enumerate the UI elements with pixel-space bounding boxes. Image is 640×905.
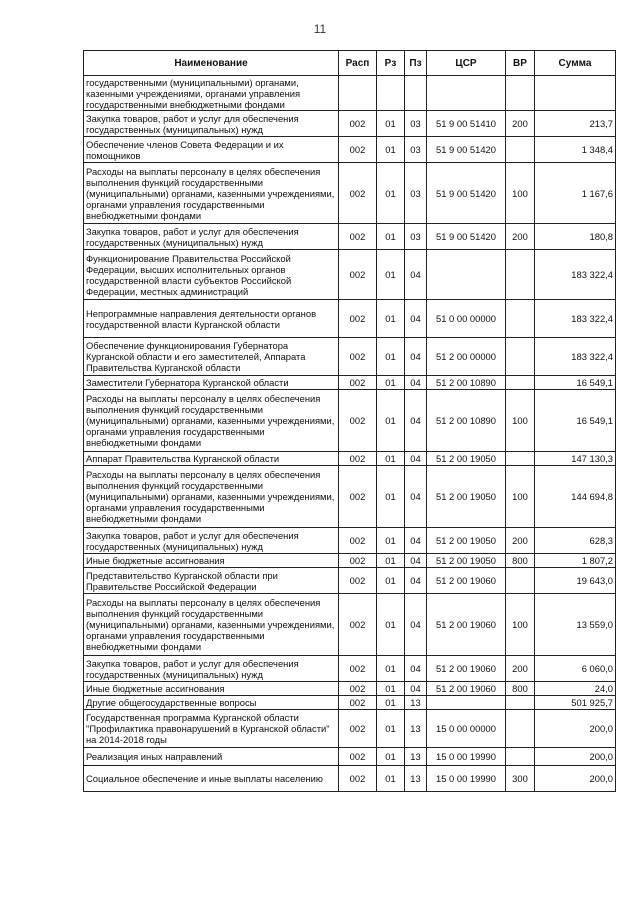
cell-pz: 04 <box>405 466 427 528</box>
table-row <box>84 390 616 452</box>
cell-sum: 16 549,1 <box>535 376 616 390</box>
cell-rasp: 002 <box>339 594 377 656</box>
page-number: 11 <box>313 22 327 36</box>
cell-name: Закупка товаров, работ и услуг для обеспечения государственных (муниципальных) нужд <box>84 224 339 250</box>
table-row <box>84 300 616 338</box>
cell-vr: 200 <box>506 528 535 554</box>
cell-rasp: 002 <box>339 224 377 250</box>
cell-rz: 01 <box>377 250 405 300</box>
cell-rz: 01 <box>377 300 405 338</box>
cell-sum: 16 549,1 <box>535 390 616 452</box>
cell-rz: 01 <box>377 656 405 682</box>
cell-pz: 03 <box>405 163 427 224</box>
cell-rasp: 002 <box>339 300 377 338</box>
cell-vr: 200 <box>506 656 535 682</box>
cell-pz: 03 <box>405 111 427 137</box>
cell-rasp: 002 <box>339 452 377 466</box>
cell-csr: 51 2 00 19050 <box>427 554 506 568</box>
cell-name: Закупка товаров, работ и услуг для обеспечения государственных (муниципальных) нужд <box>84 528 339 554</box>
table-row <box>84 250 616 300</box>
cell-vr: 100 <box>506 594 535 656</box>
cell-name: Реализация иных направлений <box>84 748 339 766</box>
header-sum: Сумма <box>535 51 616 76</box>
cell-rz: 01 <box>377 137 405 163</box>
cell-vr <box>506 137 535 163</box>
table-header-row <box>84 51 616 76</box>
cell-sum: 628,3 <box>535 528 616 554</box>
cell-rz: 01 <box>377 748 405 766</box>
cell-sum: 501 925,7 <box>535 696 616 710</box>
cell-csr: 51 2 00 19060 <box>427 682 506 696</box>
cell-vr <box>506 452 535 466</box>
cell-pz: 04 <box>405 682 427 696</box>
cell-sum: 1 348,4 <box>535 137 616 163</box>
header-csr: ЦСР <box>427 51 506 76</box>
cell-vr: 100 <box>506 466 535 528</box>
cell-pz: 04 <box>405 568 427 594</box>
table-row <box>84 111 616 137</box>
table-row <box>84 76 616 111</box>
cell-rasp: 002 <box>339 390 377 452</box>
cell-vr: 100 <box>506 390 535 452</box>
cell-name: Представительство Курганской области при Правительстве Российской Федерации <box>84 568 339 594</box>
cell-csr: 51 9 00 51420 <box>427 137 506 163</box>
cell-csr: 51 2 00 19060 <box>427 656 506 682</box>
cell-name: Заместители Губернатора Курганской области <box>84 376 339 390</box>
header-name: Наименование <box>84 51 339 76</box>
table-row <box>84 594 616 656</box>
table-row <box>84 376 616 390</box>
cell-rasp: 002 <box>339 554 377 568</box>
table-row <box>84 137 616 163</box>
table-row <box>84 682 616 696</box>
cell-vr <box>506 710 535 748</box>
cell-name: Закупка товаров, работ и услуг для обеспечения государственных (муниципальных) нужд <box>84 111 339 137</box>
cell-csr: 51 9 00 51420 <box>427 163 506 224</box>
table-row <box>84 528 616 554</box>
cell-name: Закупка товаров, работ и услуг для обеспечения государственных (муниципальных) нужд <box>84 656 339 682</box>
cell-rz: 01 <box>377 376 405 390</box>
cell-pz: 03 <box>405 137 427 163</box>
cell-pz: 03 <box>405 224 427 250</box>
cell-pz: 04 <box>405 656 427 682</box>
cell-rasp <box>339 76 377 111</box>
cell-name: Расходы на выплаты персоналу в целях обеспечения выполнения функций государственными (муниципальными) органами, казенными учреждениями, органами управления государственными внебюджетными фондами <box>84 163 339 224</box>
cell-sum: 19 643,0 <box>535 568 616 594</box>
cell-rz: 01 <box>377 163 405 224</box>
cell-rz: 01 <box>377 682 405 696</box>
cell-rasp: 002 <box>339 250 377 300</box>
cell-sum: 200,0 <box>535 748 616 766</box>
cell-vr <box>506 376 535 390</box>
cell-rz: 01 <box>377 528 405 554</box>
cell-pz: 04 <box>405 376 427 390</box>
cell-pz: 13 <box>405 748 427 766</box>
cell-rz: 01 <box>377 710 405 748</box>
table-row <box>84 656 616 682</box>
cell-rz: 01 <box>377 224 405 250</box>
cell-rasp: 002 <box>339 748 377 766</box>
cell-vr <box>506 696 535 710</box>
cell-rasp: 002 <box>339 696 377 710</box>
cell-name: Расходы на выплаты персоналу в целях обеспечения выполнения функций государственными (муниципальными) органами, казенными учреждениями, органами управления государственными внебюджетными фондами <box>84 594 339 656</box>
cell-vr: 200 <box>506 224 535 250</box>
cell-sum: 24,0 <box>535 682 616 696</box>
cell-pz: 13 <box>405 766 427 792</box>
header-rasp: Расп <box>339 51 377 76</box>
cell-name: Иные бюджетные ассигнования <box>84 554 339 568</box>
cell-name: Другие общегосударственные вопросы <box>84 696 339 710</box>
cell-rasp: 002 <box>339 466 377 528</box>
table-row <box>84 568 616 594</box>
cell-rasp: 002 <box>339 111 377 137</box>
table-row <box>84 338 616 376</box>
cell-vr: 100 <box>506 163 535 224</box>
cell-rz: 01 <box>377 554 405 568</box>
cell-rasp: 002 <box>339 163 377 224</box>
cell-rz: 01 <box>377 452 405 466</box>
cell-pz: 04 <box>405 250 427 300</box>
cell-rz: 01 <box>377 568 405 594</box>
cell-vr <box>506 250 535 300</box>
cell-rasp: 002 <box>339 710 377 748</box>
cell-csr: 51 2 00 10890 <box>427 376 506 390</box>
cell-rz: 01 <box>377 390 405 452</box>
cell-pz: 04 <box>405 300 427 338</box>
cell-csr: 51 2 00 19060 <box>427 568 506 594</box>
cell-name: Аппарат Правительства Курганской области <box>84 452 339 466</box>
cell-name: Непрограммные направления деятельности органов государственной власти Курганской области <box>84 300 339 338</box>
cell-rz: 01 <box>377 594 405 656</box>
header-rz: Рз <box>377 51 405 76</box>
cell-name: Расходы на выплаты персоналу в целях обеспечения выполнения функций государственными (муниципальными) органами, казенными учреждениями, органами управления государственными внебюджетными фондами <box>84 390 339 452</box>
cell-name: Расходы на выплаты персоналу в целях обеспечения выполнения функций государственными (муниципальными) органами, казенными учреждениями, органами управления государственными внебюджетными фондами <box>84 466 339 528</box>
cell-csr: 51 2 00 19060 <box>427 594 506 656</box>
table-row <box>84 748 616 766</box>
cell-rasp: 002 <box>339 766 377 792</box>
cell-name: Функционирование Правительства Российской Федерации, высших исполнительных органов государственной власти субъектов Российской Федерации, местных администраций <box>84 250 339 300</box>
cell-sum: 144 694,8 <box>535 466 616 528</box>
cell-name: Обеспечение функционирования Губернатора Курганской области и его заместителей, Аппарата Правительства Курганской области <box>84 338 339 376</box>
cell-rz: 01 <box>377 766 405 792</box>
cell-rz: 01 <box>377 466 405 528</box>
cell-name: Иные бюджетные ассигнования <box>84 682 339 696</box>
cell-sum: 180,8 <box>535 224 616 250</box>
cell-sum: 13 559,0 <box>535 594 616 656</box>
cell-vr: 800 <box>506 554 535 568</box>
cell-csr: 51 2 00 00000 <box>427 338 506 376</box>
cell-csr: 51 2 00 19050 <box>427 528 506 554</box>
cell-sum: 200,0 <box>535 766 616 792</box>
cell-pz: 04 <box>405 528 427 554</box>
cell-vr <box>506 300 535 338</box>
cell-sum: 183 322,4 <box>535 338 616 376</box>
cell-rz: 01 <box>377 696 405 710</box>
cell-rasp: 002 <box>339 656 377 682</box>
cell-rasp: 002 <box>339 376 377 390</box>
cell-csr: 51 0 00 00000 <box>427 300 506 338</box>
cell-csr <box>427 76 506 111</box>
cell-pz <box>405 76 427 111</box>
cell-name: Социальное обеспечение и иные выплаты населению <box>84 766 339 792</box>
cell-name: Обеспечение членов Совета Федерации и их помощников <box>84 137 339 163</box>
cell-vr: 200 <box>506 111 535 137</box>
cell-sum: 183 322,4 <box>535 250 616 300</box>
cell-rasp: 002 <box>339 338 377 376</box>
budget-table <box>83 50 616 792</box>
cell-rasp: 002 <box>339 528 377 554</box>
cell-rz: 01 <box>377 111 405 137</box>
cell-pz: 04 <box>405 554 427 568</box>
cell-vr <box>506 338 535 376</box>
cell-name: Государственная программа Курганской области "Профилактика правонарушений в Курганской области" на 2014-2018 годы <box>84 710 339 748</box>
cell-sum: 147 130,3 <box>535 452 616 466</box>
table-row <box>84 766 616 792</box>
cell-sum: 1 807,2 <box>535 554 616 568</box>
cell-csr: 51 2 00 10890 <box>427 390 506 452</box>
header-vr: ВР <box>506 51 535 76</box>
table-row <box>84 163 616 224</box>
cell-sum: 1 167,6 <box>535 163 616 224</box>
cell-rasp: 002 <box>339 568 377 594</box>
cell-csr: 15 0 00 19990 <box>427 748 506 766</box>
table-row <box>84 696 616 710</box>
cell-pz: 04 <box>405 390 427 452</box>
cell-sum: 6 060,0 <box>535 656 616 682</box>
cell-sum: 213,7 <box>535 111 616 137</box>
cell-vr: 300 <box>506 766 535 792</box>
cell-pz: 13 <box>405 710 427 748</box>
cell-vr: 800 <box>506 682 535 696</box>
cell-csr: 15 0 00 00000 <box>427 710 506 748</box>
cell-rasp: 002 <box>339 682 377 696</box>
cell-vr <box>506 748 535 766</box>
cell-csr: 51 9 00 51410 <box>427 111 506 137</box>
cell-pz: 04 <box>405 594 427 656</box>
cell-csr: 15 0 00 19990 <box>427 766 506 792</box>
cell-sum: 183 322,4 <box>535 300 616 338</box>
cell-csr: 51 2 00 19050 <box>427 466 506 528</box>
table-row <box>84 710 616 748</box>
table-body <box>84 76 616 792</box>
table-row <box>84 466 616 528</box>
cell-csr: 51 2 00 19050 <box>427 452 506 466</box>
cell-rasp: 002 <box>339 137 377 163</box>
cell-csr <box>427 250 506 300</box>
cell-sum <box>535 76 616 111</box>
header-pz: Пз <box>405 51 427 76</box>
table-row <box>84 452 616 466</box>
cell-pz: 13 <box>405 696 427 710</box>
table-row <box>84 224 616 250</box>
cell-pz: 04 <box>405 338 427 376</box>
cell-rz: 01 <box>377 338 405 376</box>
cell-csr: 51 9 00 51420 <box>427 224 506 250</box>
table-row <box>84 554 616 568</box>
cell-vr <box>506 568 535 594</box>
cell-rz <box>377 76 405 111</box>
cell-pz: 04 <box>405 452 427 466</box>
cell-csr <box>427 696 506 710</box>
cell-vr <box>506 76 535 111</box>
cell-sum: 200,0 <box>535 710 616 748</box>
cell-name: государственными (муниципальными) органами, казенными учреждениями, органами управления государственными внебюджетными фондами <box>84 76 339 111</box>
